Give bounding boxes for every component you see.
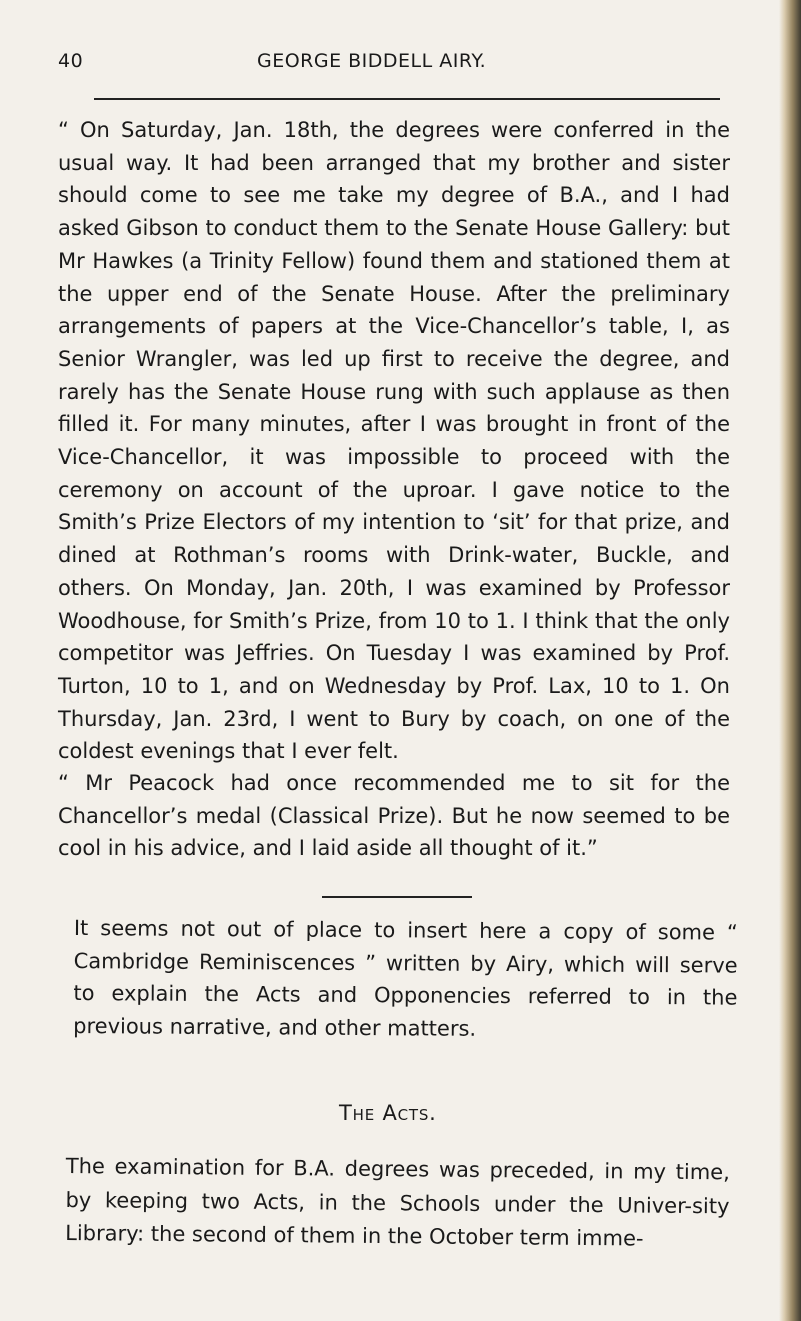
- header-rule: [94, 98, 720, 100]
- paragraph-cambridge-reminiscences: It seems not out of place to insert here a copy of some “ Cambridge Reminiscences ” written by Airy, which will serve to explain the Acts and Opponencies referred to in the previous narrative, and other matters.: [73, 915, 738, 1041]
- paragraph-acts: The examination for B.A. degrees was preceded, in my time, by keeping two Acts, in the Schools under the Univer-sity Library: the second of them in the October term imme-: [65, 1153, 730, 1251]
- section-divider: [322, 896, 472, 898]
- paragraph-degree-ceremony: “ On Saturday, Jan. 18th, the degrees were conferred in the usual way. It had been arranged that my brother and sister should come to see me take my degree of B.A., and I had asked Gibson to conduct them to the Senate House Gallery: but Mr Hawkes (a Trinity Fellow) found them and stationed them at the upper end of the Senate House. After the preliminary arrangements of papers at the Vice-Chancellor’s table, I, as Senior Wrangler, was led up first to receive the degree, and rarely has the Senate House rung with such applause as then filled it. For many minutes, after I was brought in front of the Vice-Chancellor, it was impossible to proceed with the ceremony on account of the uproar. I gave notice to the Smith’s Prize Electors of my intention to ‘sit’ for that prize, and dined at Rothman’s rooms with Drink-water, Buckle, and others. On Monday, Jan. 20th, I was examined by Professor Woodhouse, for Smith’s Prize, from 10 to 1. I think that the only competitor was Jeffries. On Tuesday I was examined by Prof. Turton, 10 to 1, and on Wednesday by Prof. Lax, 10 to 1. On Thursday, Jan. 23rd, I went to Bury by coach, on one of the coldest evenings that I ever felt.: [58, 118, 730, 764]
- page-number: 40: [58, 50, 84, 72]
- paragraph-chancellors-medal: “ Mr Peacock had once recommended me to sit for the Chancellor’s medal (Classical Prize). But he now seemed to be cool in his advice, and I laid aside all thought of it.”: [58, 771, 730, 861]
- section-heading: The Acts.: [339, 1101, 437, 1125]
- page-header: [58, 50, 728, 84]
- page-edge-shadow: [779, 0, 801, 1321]
- running-head: GEORGE BIDDELL AIRY.: [257, 50, 487, 72]
